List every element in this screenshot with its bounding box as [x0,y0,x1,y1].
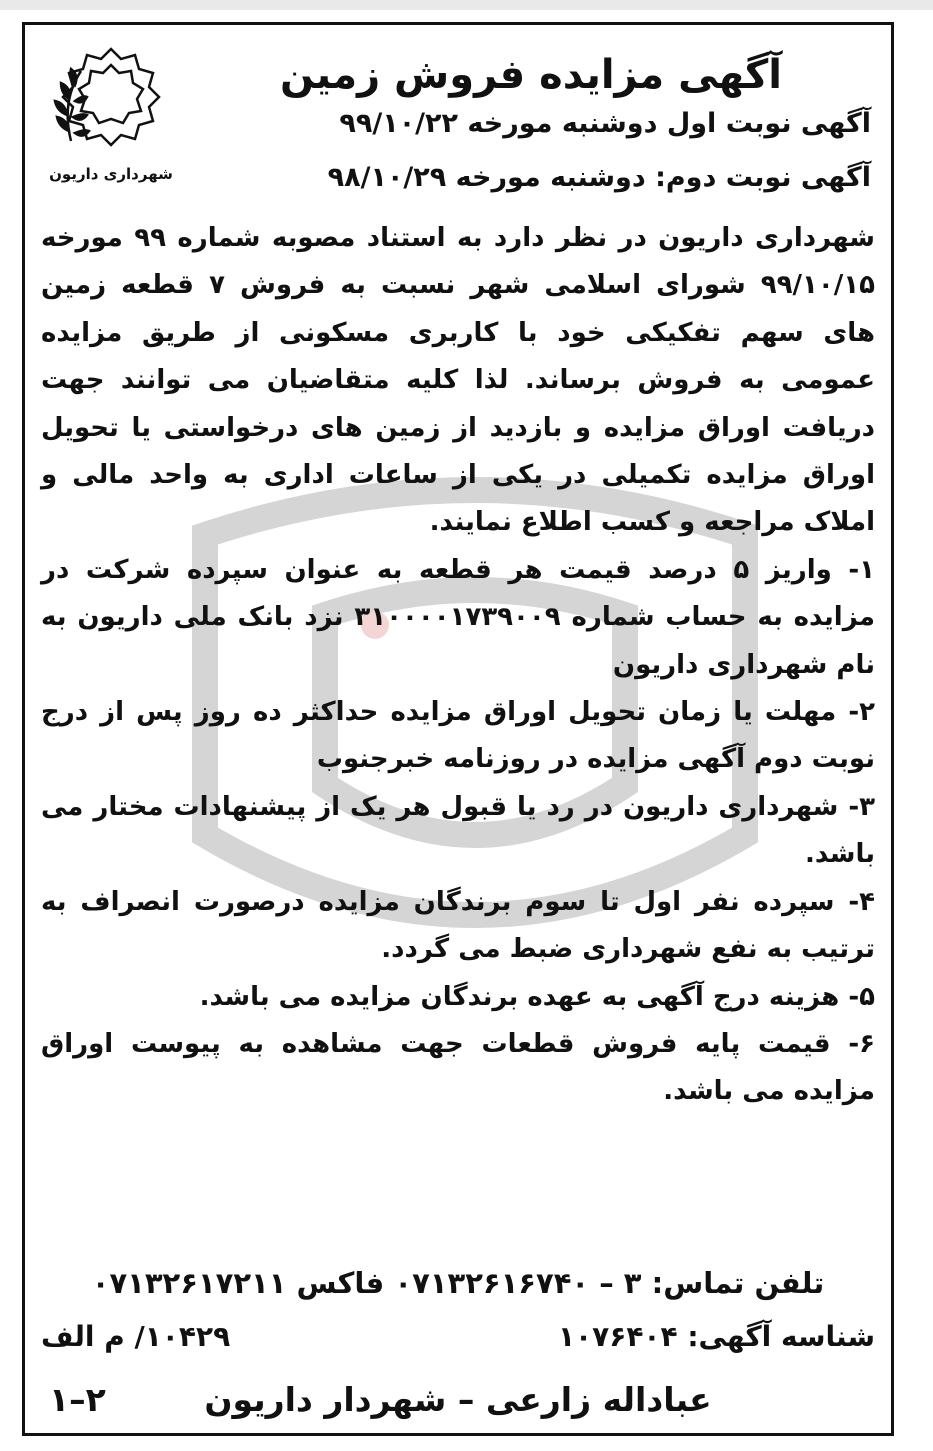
signature-row [41,1375,875,1425]
condition-item-6: ۶- قیمت پایه فروش قطعات جهت مشاهده به پیوست اوراق مزایده می باشد. [41,1028,875,1107]
contact-line: تلفن تماس: ۳ – ۰۷۱۳۲۶۱۶۷۴۰ فاکس ۰۷۱۳۲۶۱۷۲۱۱ [91,1266,825,1300]
page-reference: ۱–۲ [49,1380,106,1419]
top-strip [0,0,933,10]
intro-paragraph: شهرداری داریون در نظر دارد به استناد مصوبه شماره ۹۹ مورخه ۹۹/۱۰/۱۵ شورای اسلامی شهر نسبت به فروش ۷ قطعه زمین های سهم تفکیکی خود با کاربری مسکونی از طریق مزایده عمومی به فروش برساند. لذا کلیه متقاضیان می توانند جهت دریافت اوراق مزایده و بازدید از زمین های درخواستی یا تحویل اوراق مزایده تکمیلی در یکی از ساعات اداری به واحد مالی و املاک مراجعه و کسب اطلاع نمایند. [41,223,876,538]
reference-number: ۱۰۴۲۹/ م الف [41,1320,231,1353]
notice-body [41,215,875,1116]
condition-item-1: ۱- واریز ۵ درصد قیمت هر قطعه به عنوان سپرده شرکت در مزایده به حساب شماره ۳۱۰۰۰۰۱۷۳۹۰۰۹ نزد بانک ملی داریون به نام شهرداری داریون [41,554,876,680]
notice-title: آگهی مزایده فروش زمین [280,52,782,98]
condition-item-4: ۴- سپرده نفر اول تا سوم برندگان مزایده درصورت انصراف به ترتیب به نفع شهرداری ضبط می گردد. [41,886,875,965]
auction-notice [22,22,894,1436]
ad-id: شناسه آگهی: ۱۰۷۶۴۰۴ [557,1320,875,1353]
ad-id-row [41,1317,875,1357]
municipality-emblem-icon [41,41,181,163]
first-notice-date: آگهی نوبت اول دوشنبه مورخه ۹۹/۱۰/۲۲ [339,108,871,139]
condition-item-2: ۲- مهلت یا زمان تحویل اوراق مزایده حداکثر ده روز پس از درج نوبت دوم آگهی مزایده در روزنامه خبرجنوب [41,697,875,775]
municipality-logo [41,41,181,201]
condition-item-5: ۵- هزینه درج آگهی به عهده برندگان مزایده می باشد. [199,981,875,1012]
second-notice-date: آگهی نوبت دوم: دوشنبه مورخه ۹۸/۱۰/۲۹ [327,162,871,193]
condition-item-3: ۳- شهرداری داریون در رد یا قبول هر یک از پیشنهادات مختار می باشد. [41,791,875,870]
logo-caption: شهرداری داریون [49,165,173,183]
signature: عباداله زارعی – شهردار داریون [204,1380,712,1419]
